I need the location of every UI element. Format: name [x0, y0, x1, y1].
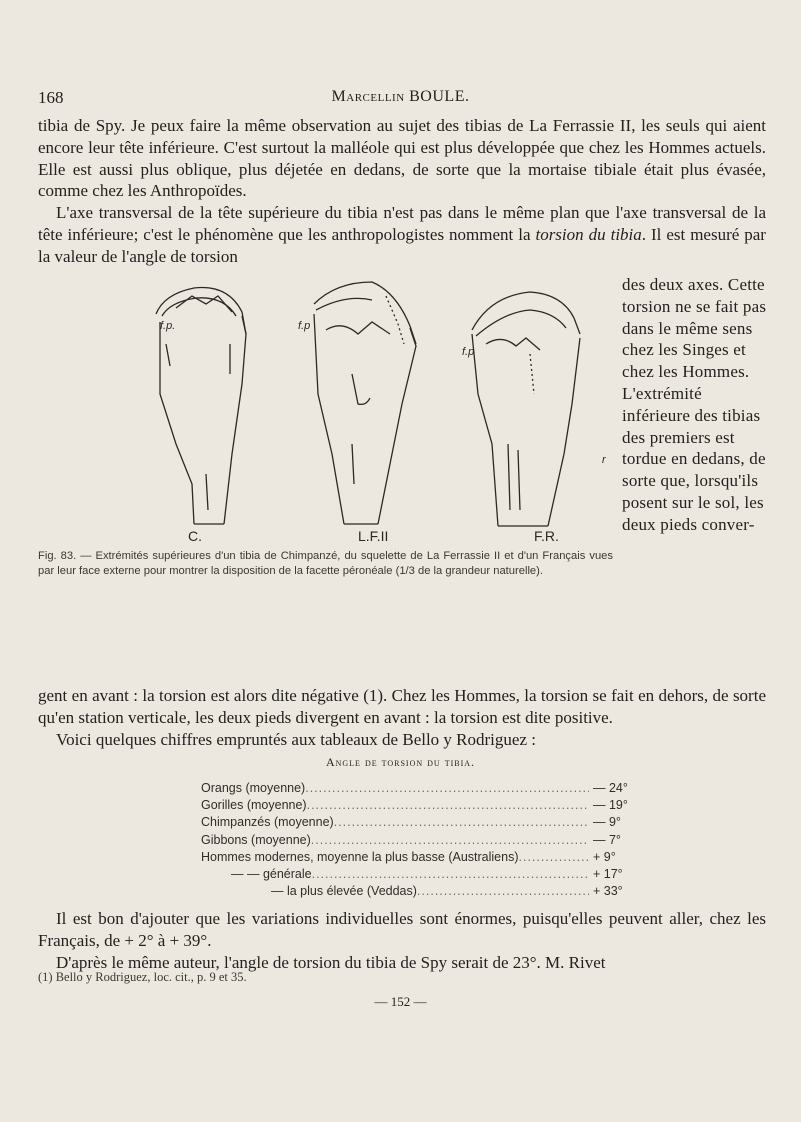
paragraph-2-end	[38, 685, 766, 750]
table-row	[201, 849, 633, 866]
table-cell-value: — 24°	[593, 781, 628, 795]
table-cell-label: Gibbons (moyenne)	[201, 832, 311, 847]
figure-label-fp-2: f.p	[298, 320, 311, 332]
figure-label-lfii: L.F.II	[358, 528, 389, 544]
leader-dots	[417, 883, 589, 900]
figure-label-fp-1: f.p.	[160, 320, 176, 332]
table-cell-label: Orangs (moyenne)	[201, 781, 306, 795]
leader-dots	[334, 814, 589, 831]
paragraph-3-text: Voici quelques chiffres empruntés aux tableaux de Bello y Rodriguez :	[56, 729, 536, 749]
table-cell-value: + 9°	[593, 849, 616, 864]
table-row	[201, 832, 633, 849]
paragraph-1	[38, 115, 766, 268]
tibia-illustration	[146, 274, 616, 548]
page-number: 168	[38, 88, 64, 107]
table-title: Angle de torsion du tibia.	[325, 755, 476, 769]
table-cell-label: Chimpanzés (moyenne)	[201, 815, 334, 830]
running-head: Marcellin BOULE.	[331, 88, 470, 105]
table-cell-value: — 7°	[593, 832, 621, 847]
torsion-table	[201, 780, 633, 900]
table-row	[201, 780, 633, 797]
leader-dots	[312, 866, 589, 883]
table-row	[201, 797, 633, 814]
figure-label-c: C.	[188, 528, 202, 544]
leader-dots	[519, 849, 590, 866]
figure-83	[146, 274, 616, 548]
leader-dots	[311, 832, 589, 849]
page-header	[38, 88, 763, 110]
table-cell-value: + 33°	[593, 884, 623, 899]
table-cell-value: — 9°	[593, 815, 621, 830]
torsion-term: torsion du tibia	[535, 224, 642, 244]
table-row	[201, 866, 633, 883]
figure-label-r: r	[602, 454, 606, 466]
paragraph-4	[38, 908, 766, 973]
footnote: (1) Bello y Rodriguez, loc. cit., p. 9 et 35.	[38, 970, 247, 984]
table-cell-value: + 17°	[593, 866, 623, 881]
table-cell-value: — 19°	[593, 798, 628, 813]
figure-label-fr: F.R.	[534, 528, 559, 544]
leader-dots	[305, 780, 589, 797]
figure-label-fp-3: f.p	[462, 346, 475, 358]
table-cell-label: Gorilles (moyenne)	[201, 798, 307, 813]
paragraph-2-cont: . Il est mesuré par la valeur de l'angle de torsion	[38, 224, 766, 266]
paragraph-4-text: Il est bon d'ajouter que les variations individuelles sont énormes, puisqu'elles peuvent aller, chez les Français, de + 2° à + 39°.	[38, 909, 766, 950]
figure-caption: Fig. 83. — Extrémités supérieures d'un tibia de Chimpanzé, du squelette de La Ferrassie II et d'un Français vues par leur face externe pour montrer la disposition de la facette péronéale (1/3 de la grandeur naturelle).	[38, 550, 613, 577]
table-row	[201, 883, 633, 900]
table-cell-label: — la plus élevée (Veddas)	[271, 884, 417, 899]
paragraph-5-text: D'après le même auteur, l'angle de torsion du tibia de Spy serait de 23°. M. Rivet	[56, 952, 606, 972]
table-cell-label: Hommes modernes, moyenne la plus basse (Australiens)	[201, 849, 519, 864]
footer-page-number: — 152 —	[374, 994, 427, 1009]
paragraph-2-end-text: gent en avant : la torsion est alors dite négative (1). Chez les Hommes, la torsion se fait en dehors, de sorte qu'en station verticale, les deux pieds divergent en avant : la torsion est dite positive.	[38, 686, 766, 727]
table-row	[201, 814, 633, 831]
table-cell-label: — — générale	[231, 866, 312, 881]
leader-dots	[307, 797, 589, 814]
paragraph-1-text: tibia de Spy. Je peux faire la même observation au sujet des tibias de La Ferrassie II, les seuls qui aient encore leur tête inférieure. C'est surtout la malléole qui est plus développée que chez les Hommes actuels. Elle est aussi plus oblique, plus déjetée en dedans, de sorte que la mortaise tibiale était plus évasée, comme chez les Anthropoïdes.	[38, 116, 766, 201]
paragraph-2-start: L'axe transversal de la tête supérieure du tibia n'est pas dans le même plan que l'axe transversal de la tête inférieure; c'est le phénomène que les anthropologistes nomment la	[38, 203, 766, 244]
wrapped-text-column: des deux axes. Cette torsion ne se fait pas dans le même sens chez les Singes et chez les Hommes. L'extrémité inférieure des tibias des premiers est tordue en dedans, de sorte que, lorsqu'ils posent sur le sol, les deux pieds conver-	[622, 275, 767, 534]
